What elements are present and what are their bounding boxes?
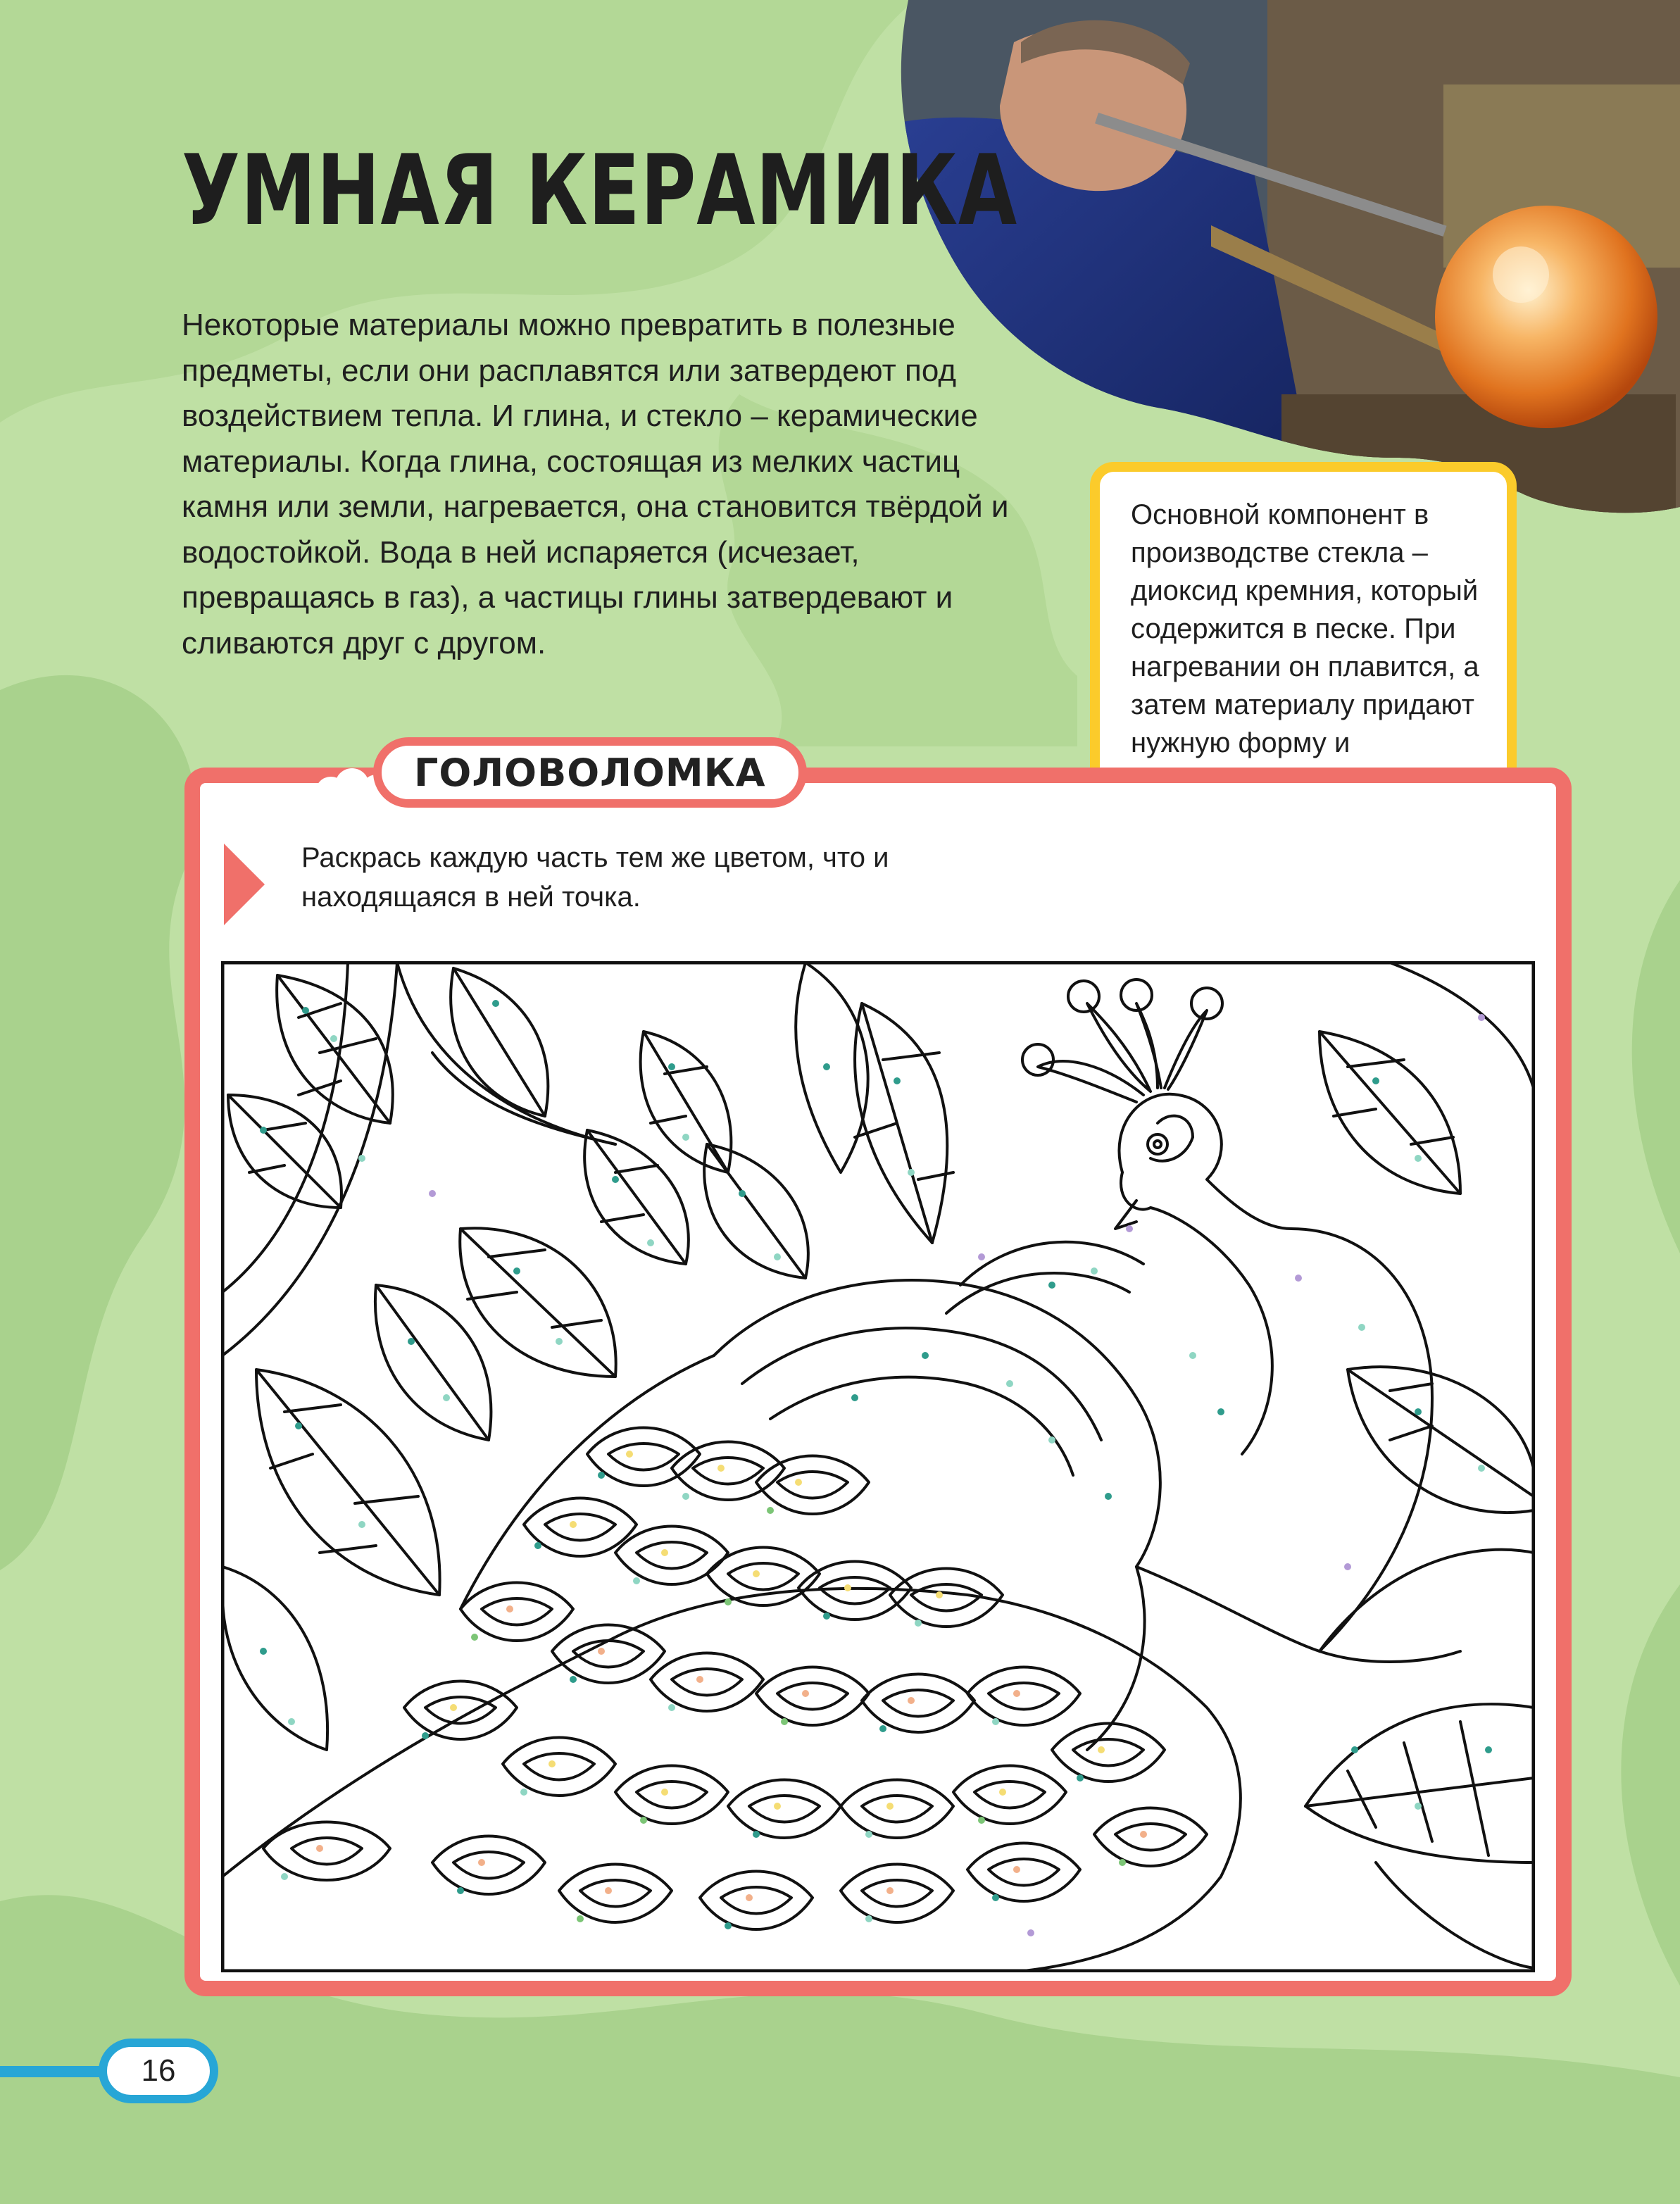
intro-paragraph: Некоторые материалы можно превратить в полезные предметы, если они расплавятся или затвердеют под воздействием тепла. И глина, и стекло – керамические материалы. Когда глина, состоящая из мелких частиц камня или земли, нагревается, она становится твёрдой и водостойкой. Вода в ней испаряется (исчезает, превращаясь в газ), а частицы глины затвердевают и сливаются друг с другом. [182,308,1009,660]
page-title: УМНАЯ КЕРАМИКА [182,134,1017,247]
fact-box-text: Основной компонент в производстве стекла – диоксид кремния, который содержится в песке. При нагревании он плавится, а затем материалу придают нужную форму и [1131,499,1479,758]
puzzle-tab [373,737,807,808]
page-number: 16 [99,2039,218,2103]
page-number-bar [0,2066,113,2077]
fact-box [1090,462,1517,815]
puzzle-instructions: Раскрась каждую часть тем же цветом, что и находящаяся в ней точка. [301,842,889,913]
puzzle-tab-label: ГОЛОВОЛОМКА [414,750,766,795]
peacock-coloring-picture [221,961,1535,1972]
arrow-right-icon [224,844,265,925]
